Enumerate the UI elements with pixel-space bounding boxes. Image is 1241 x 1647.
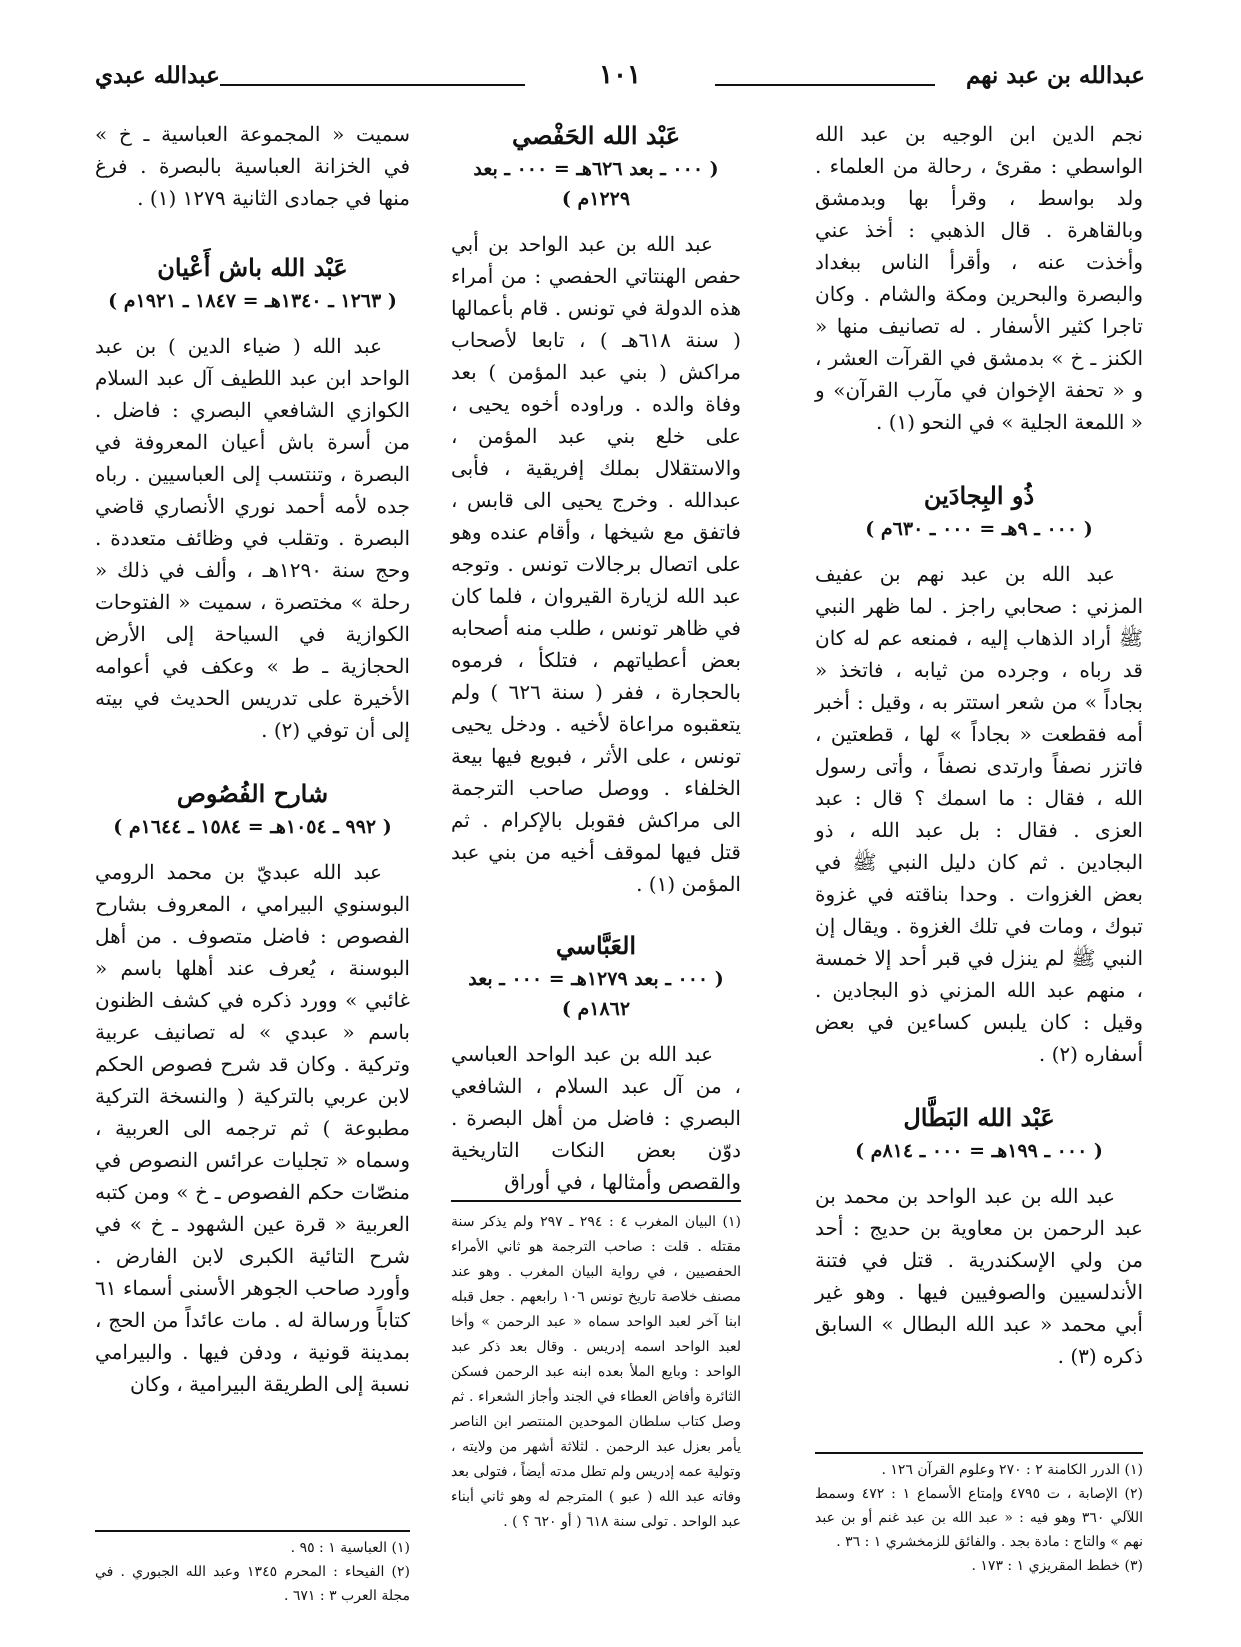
spacer xyxy=(95,746,410,776)
entry-dates: ( ٠٠٠ ـ ١٩٩هـ = ٠٠٠ ـ ٨١٤م ) xyxy=(855,1140,1103,1162)
entry-text: عبد الله عبديّ بن محمد الرومي البوسنوي البيرامي ، المعروف بشارح الفصوص : فاضل متصوف . من أهل البوسنة ، يُعرف عند أهلها باسم « غائبي » وورد ذكره في كشف الظنون باسم « عبدي » له تصانيف عربية وتركية . وكان قد شرح فصوص الحكم لابن عربي بالتركية ( والنسخة التركية مطبوعة ) ثم ترجمه الى العربية ، وسماه « تجليات عرائس النصوص في منصّات حكم الفصوص ـ خ » ومن كتبه العربية « قرة عين الشهود ـ خ » في شرح التائية الكبرى لابن الفارض . وأورد صاحب الجوهر الأسنى أسماء ٦١ كتاباً ورسالة له . مات عائداً من الحج ، بمدينة قونية ، ودفن فيها . والبيرامي نسبة إلى الطريقة البيرامية ، وكان xyxy=(95,860,410,1396)
entry-title: عَبْد الله البَطَّال xyxy=(903,1103,1055,1132)
footnotes-left xyxy=(95,1536,410,1608)
entry-dates: ( ١٢٦٣ ـ ١٣٤٠هـ = ١٨٤٧ ـ ١٩٢١م ) xyxy=(108,290,397,312)
footnote: (١) البيان المغرب ٤ : ٢٩٤ ـ ٢٩٧ ولم يذكر سنة مقتله . قلت : صاحب الترجمة هو ثاني الأمراء الحفصيين ، في رواية البيان المغرب . وهو عند مصنف خلاصة تاريخ تونس ١٠٦ رابعهم . جعل قبله ابنا آخر لعبد الواحد سماه « عبد الرحمن » وأخا لعبد الواحد اسمه إدريس . وقال بعد ذكر عبد الواحد : وبايع الملأ بعده ابنه عبد الرحمن فسكن الثائرة وأفاض العطاء في الجند وأجاز الشعراء . ثم وصل كتاب سلطان الموحدين المنتصر ابن الناصر يأمر بعزل عبد الرحمن . لثلاثة أشهر من ولايته ، وتولية عمه إدريس ولم تطل مدته أيضاً ، فتولى بعد وفاته عبد الله ( عبو ) المترجم له وهو ثاني أبناء عبد الواحد . تولى سنة ٦١٨ ( أو ٦٢٠ ؟ ) . xyxy=(451,1214,741,1530)
header-rule-right xyxy=(715,84,935,86)
footnote: (٢) الفيحاء : المحرم ١٣٤٥ وعبد الله الجبوري . في مجلة العرب ٣ : ٦٧١ . xyxy=(95,1564,410,1604)
spacer xyxy=(815,1070,1143,1100)
entry-dates: ( ٠٠٠ ـ بعد ٦٢٦هـ = ٠٠٠ ـ بعد ١٢٢٩م ) xyxy=(473,158,719,210)
column-right xyxy=(815,118,1143,1372)
entry-dates: ( ٠٠٠ ـ ٩هـ = ٠٠٠ ـ ٦٣٠م ) xyxy=(865,518,1093,540)
entry-text: عبد الله بن عبد الواحد العباسي ، من آل عبد السلام ، الشافعي البصري : فاضل من أهل البصرة . دوّن بعض النكات التاريخية والقصص وأمثالها ، في أوراق xyxy=(451,1042,741,1194)
entry-text: عبد الله بن عبد نهم بن عفيف المزني : صحابي راجز . لما ظهر النبي ﷺ أراد الذهاب إليه ، فمنعه عم له كان قد رباه ، وجرده من ثيابه ، فاتخذ « بجاداً » من شعر استتر به ، وقيل : أخبر أمه فقطعت « بجاداً » لها ، قطعتين ، فاتزر نصفاً وارتدى نصفاً ، وأتى رسول الله ، فقال : ما اسمك ؟ قال : عبد العزى . فقال : بل عبد الله ، ذو البجادين . ثم كان دليل النبي ﷺ في بعض الغزوات . وحدا بناقته في غزوة تبوك ، ومات في تلك الغزوة . ويقال إن النبي ﷺ لم ينزل في قبر أحد إلا خمسة ، منهم عبد الله المزني ذو البجادين . وقيل : كان يلبس كساءين في بعض أسفاره (٢) . xyxy=(815,562,1143,1066)
page-number: ١٠١ xyxy=(591,60,649,90)
header-left-title: عبدالله عبدي xyxy=(95,62,220,89)
column-left xyxy=(95,118,410,1400)
entry-title: شارح الفُصُوص xyxy=(176,779,329,808)
entry-title: ذُو البِجادَين xyxy=(923,481,1035,510)
entry-text: عبد الله بن عبد الواحد بن محمد بن عبد الرحمن بن معاوية بن حديج : أحد من ولي الإسكندرية . قتل في فتنة الأندلسيين والصوفيين فيها . وهو غير أبي محمد « عبد الله البطال » السابق ذكره (٣) . xyxy=(815,1184,1143,1368)
header-right-title: عبدالله بن عبد نهم xyxy=(965,62,1145,89)
footnote-rule xyxy=(95,1530,410,1532)
footnote: (١) الدرر الكامنة ٢ : ٢٧٠ وعلوم القرآن ١٢٦ . xyxy=(881,1462,1143,1478)
spacer xyxy=(95,214,410,250)
continued-text: سميت « المجموعة العباسية ـ خ » في الخزانة العباسية بالبصرة . فرغ منها في جمادى الثانية ١٢٧٩ (١) . xyxy=(95,122,410,210)
entry-dates: ( ٠٠٠ ـ بعد ١٢٧٩هـ = ٠٠٠ ـ بعد ١٨٦٢م ) xyxy=(468,968,724,1020)
entry-title: العَبَّاسي xyxy=(555,931,637,960)
running-header xyxy=(95,62,1145,102)
spacer xyxy=(815,438,1143,478)
footnote: (٣) خطط المقريزي ١ : ١٧٣ . xyxy=(971,1558,1143,1574)
entry-text: عبد الله بن عبد الواحد بن أبي حفص الهنتاتي الحفصي : من أمراء هذه الدولة في تونس . قام بأعمالها ( سنة ٦١٨هـ ) ، تابعا لأصحاب مراكش ( بني عبد المؤمن ) بعد وفاة والده . وراوده أخوه يحيى ، على خلع بني عبد المؤمن ، والاستقلال بملك إفريقية ، فأبى عبدالله . وخرج يحيى الى قابس ، فاتفق مع شيخها ، وأقام عنده وهو على اتصال برجالات تونس . وتوجه عبد الله لزيارة القيروان ، فلما كان في ظاهر تونس ، طلب منه أصحابه بعض أعطياتهم ، فتلكأ ، فرموه بالحجارة ، ففر ( سنة ٦٢٦ ) ولم يتعقبوه مراعاة لأخيه . ودخل يحيى تونس ، على الأثر ، فبويع فيها بيعة الخلفاء . ووصل صاحب الترجمة الى مراكش فقوبل بالإكرام . ثم قتل فيها لموقف أخيه من بني عبد المؤمن (١) . xyxy=(451,232,741,896)
footnotes-middle xyxy=(451,1210,741,1535)
entry-text: عبد الله ( ضياء الدين ) بن عبد الواحد ابن عبد اللطيف آل عبد السلام الكوازي الشافعي البصري : فاضل . من أسرة باش أعيان المعروفة في البصرة ، وتنتسب إلى العباسيين . رباه جده لأمه أحمد نوري الأنصاري قاضي البصرة . وتقلب في وظائف متعددة . وحج سنة ١٢٩٠هـ ، وألف في ذلك « رحلة » مختصرة ، سميت « الفتوحات الكوازية في السياحة إلى الأرض الحجازية ـ ط » وعكف في أعوامه الأخيرة على تدريس الحديث في بيته إلى أن توفي (٢) . xyxy=(95,334,410,742)
header-rule-left xyxy=(220,84,525,86)
entry-dates: ( ٩٩٢ ـ ١٠٥٤هـ = ١٥٨٤ ـ ١٦٤٤م ) xyxy=(113,816,392,838)
spacer xyxy=(451,900,741,928)
footnote: (٢) الإصابة ، ت ٤٧٩٥ وإمتاع الأسماع ١ : ٤٧٢ وسمط اللآلي ٣٦٠ وهو فيه : « عبد الله بن عبد غنم أو بن عبد نهم » والتاج : مادة بجد . والفائق للزمخشري ١ : ٣٦ . xyxy=(815,1486,1144,1550)
entry-title: عَبْد الله باش أَعْيان xyxy=(157,253,348,282)
footnotes-right xyxy=(815,1458,1143,1578)
footnote: (١) العباسية ١ : ٩٥ . xyxy=(290,1540,410,1556)
column-middle xyxy=(451,118,741,1198)
continued-text: نجم الدين ابن الوجيه بن عبد الله الواسطي : مقرئ ، رحالة من العلماء . ولد بواسط ، وقرأ بها وبدمشق وبالقاهرة . قال الذهبي : أخذ عني وأخذت عنه ، وأقرأ الناس ببغداد والبصرة والبحرين ومكة والشام . وكان تاجرا كثير الأسفار . له تصانيف منها « الكنز ـ خ » بدمشق في القرآت العشر ، و « تحفة الإخوان في مآرب القرآن» و « اللمعة الجلية » في النحو (١) . xyxy=(815,122,1143,434)
entry-title: عَبْد الله الحَفْصي xyxy=(511,121,681,150)
footnote-rule xyxy=(451,1200,741,1202)
footnote-rule xyxy=(815,1452,1143,1454)
